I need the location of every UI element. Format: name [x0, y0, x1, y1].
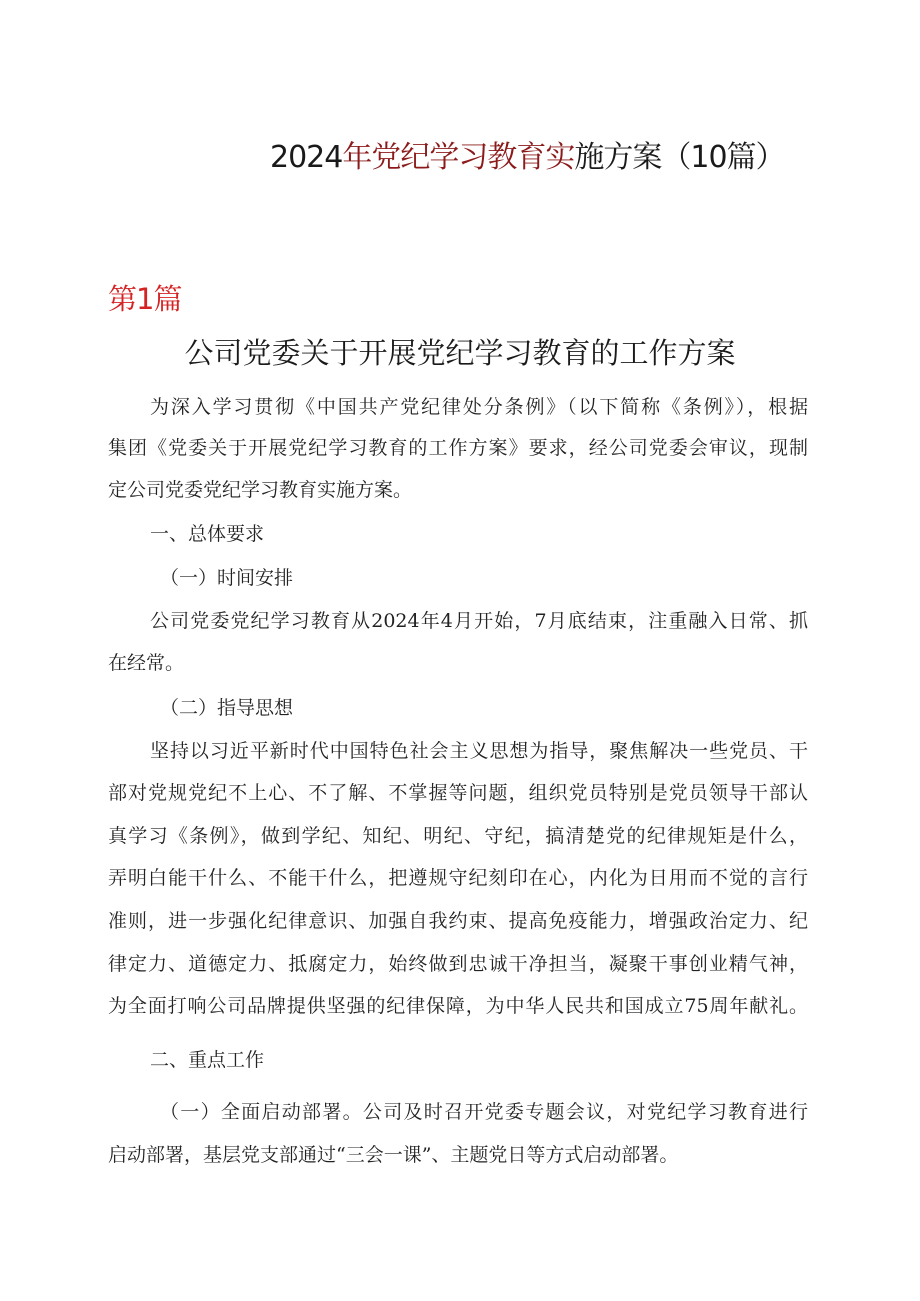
intro-line-3: 定公司党委党纪学习教育实施方案。 [108, 479, 413, 501]
work-line-2: 启动部署，基层党支部通过“三会一课”、主题党日等方式启动部署。 [108, 1144, 679, 1166]
subheading-schedule: （一）时间安排 [160, 567, 294, 589]
guidance-line-3: 真学习《条例》，做到学纪、知纪、明纪、守纪，搞清楚党的纪律规矩是什么， [108, 825, 808, 847]
schedule-line-2: 在经常。 [108, 652, 185, 674]
document-title [270, 138, 870, 178]
title-rest: 施方案（10篇） [574, 140, 785, 175]
article-title: 公司党委关于开展党纪学习教育的工作方案 [184, 336, 736, 370]
section-label: 第1篇 [108, 282, 182, 316]
subheading-guidance: （二）指导思想 [160, 697, 294, 719]
work-line-1: （一）全面启动部署。公司及时召开党委专题会议，对党纪学习教育进行 [160, 1101, 808, 1123]
guidance-line-1: 坚持以习近平新时代中国特色社会主义思想为指导，聚焦解决一些党员、干 [150, 740, 808, 762]
title-year: 2024 [270, 140, 343, 175]
guidance-line-7: 为全面打响公司品牌提供坚强的纪律保障，为中华人民共和国成立75周年献礼。 [108, 995, 808, 1017]
heading-key-work: 二、重点工作 [150, 1049, 265, 1071]
intro-line-2: 集团《党委关于开展党纪学习教育的工作方案》要求，经公司党委会审议，现制 [108, 437, 808, 459]
guidance-line-5: 准则，进一步强化纪律意识、加强自我约束、提高免疫能力，增强政治定力、纪 [108, 910, 808, 932]
title-red-part: 年党纪学习教育实 [342, 140, 575, 175]
heading-general-requirements: 一、总体要求 [150, 523, 265, 545]
guidance-line-6: 律定力、道德定力、抵腐定力，始终做到忠诚干净担当，凝聚干事创业精气神， [108, 953, 808, 975]
guidance-line-2: 部对党规党纪不上心、不了解、不掌握等问题，组织党员特别是党员领导干部认 [108, 782, 808, 804]
intro-line-1: 为深入学习贯彻《中国共产党纪律处分条例》（以下简称《条例》），根据 [150, 396, 808, 418]
schedule-line-1: 公司党委党纪学习教育从2024年4月开始，7月底结束，注重融入日常、抓 [150, 610, 808, 632]
guidance-line-4: 弄明白能干什么、不能干什么，把遵规守纪刻印在心，内化为日用而不觉的言行 [108, 867, 808, 889]
